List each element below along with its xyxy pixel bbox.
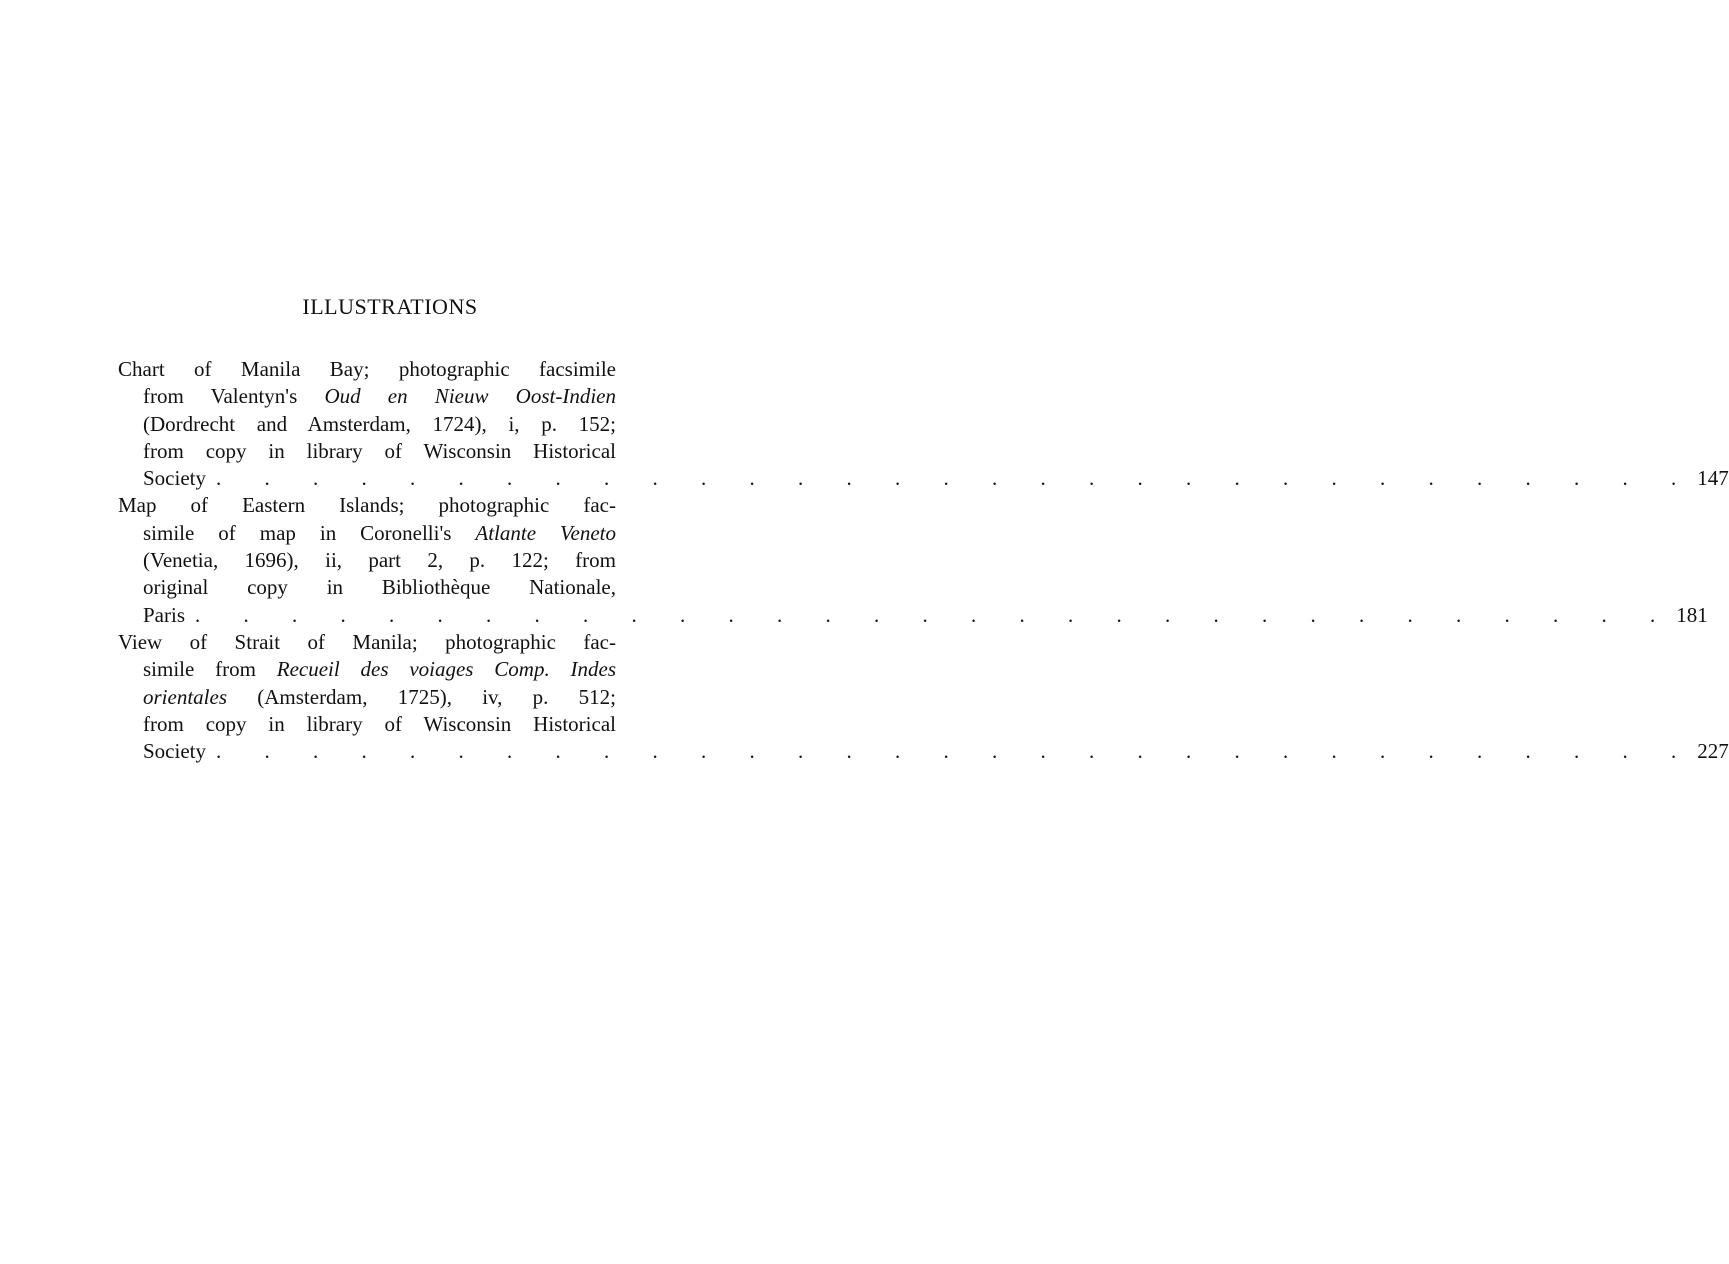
entry-line <box>143 383 616 410</box>
illustrations-list <box>118 356 1729 765</box>
dot-leader: . . . . . . . . . . . . . . . . . . . . . . . . . . . . . . . <box>216 466 1696 491</box>
entry-italic-title: Oud en Nieuw Oost-Indien <box>324 384 616 409</box>
page-number: 227 <box>1697 739 1729 764</box>
entry-line: from copy in library of Wisconsin Historical <box>143 438 616 463</box>
entry-line <box>143 520 616 547</box>
entry-italic-title: Recueil des voiages Comp. Indes <box>276 657 616 682</box>
entry-last-line <box>143 602 1708 629</box>
entry-text: (Amsterdam, 1725), iv, p. 512; <box>227 684 616 709</box>
entry-text: simile of map in Coronelli's <box>143 520 476 545</box>
entry-text: from Valentyn's <box>143 384 325 409</box>
page-number: 181 <box>1676 602 1708 627</box>
entry-italic-title: orientales <box>143 684 227 709</box>
entry-text: Society <box>143 739 206 764</box>
entry-line <box>143 656 616 683</box>
entry-line <box>143 684 616 711</box>
list-item <box>118 356 1729 492</box>
entry-line: Chart of Manila Bay; photographic facsimile <box>118 357 616 381</box>
entry-text: Paris <box>143 602 185 627</box>
page-title: ILLUSTRATIONS <box>302 294 478 319</box>
dot-leader: . . . . . . . . . . . . . . . . . . . . . . . . . . . . . . . <box>195 602 1675 627</box>
entry-text: simile from <box>143 657 277 682</box>
entry-line: (Venetia, 1696), ii, part 2, p. 122; from <box>143 548 616 573</box>
entry-line: from copy in library of Wisconsin Historical <box>143 711 616 736</box>
entry-line: Map of Eastern Islands; photographic fac- <box>118 493 616 518</box>
entry-last-line <box>143 738 1729 765</box>
entry-last-line <box>143 465 1729 492</box>
entry-italic-title: Atlante Veneto <box>475 520 616 545</box>
dot-leader: . . . . . . . . . . . . . . . . . . . . . . . . . . . . . . . <box>216 739 1696 764</box>
entry-line: (Dordrecht and Amsterdam, 1724), i, p. 152; <box>143 411 616 436</box>
list-item <box>118 629 1729 765</box>
entry-line: View of Strait of Manila; photographic fac- <box>118 629 616 654</box>
page-number: 147 <box>1697 466 1729 491</box>
entry-line: original copy in Bibliothèque Nationale, <box>143 575 616 600</box>
entry-text: Society <box>143 466 206 491</box>
list-item <box>118 492 1708 628</box>
